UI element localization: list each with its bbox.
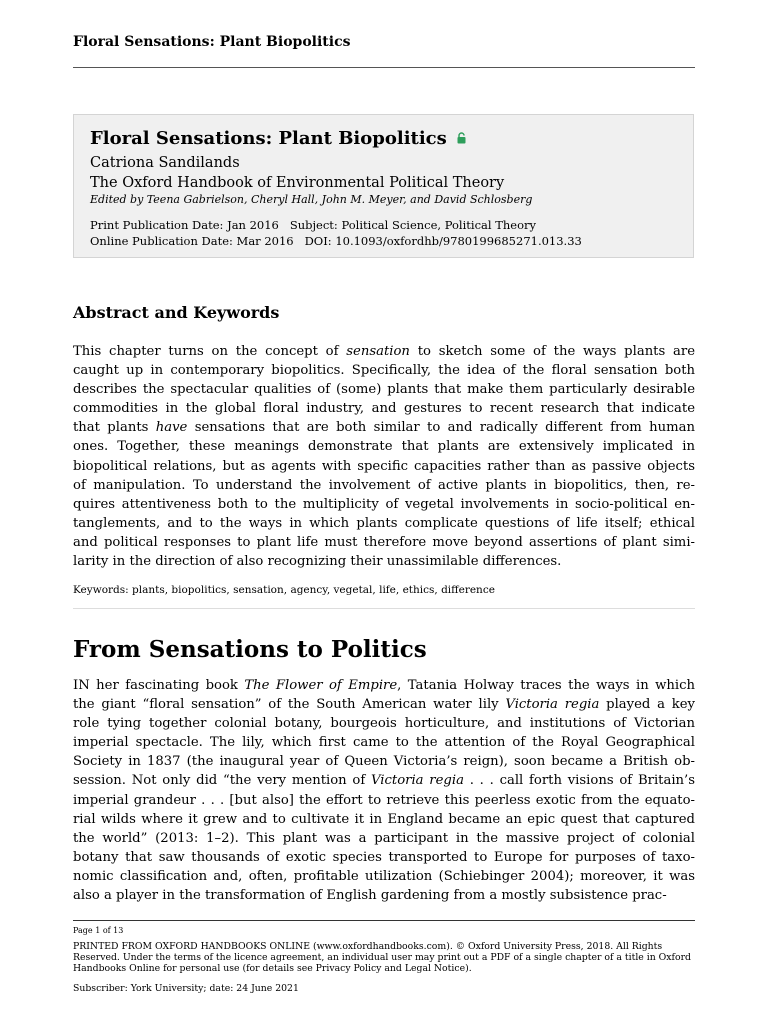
text-line: biopolitical relations, but as agents with specific capacities rather than as passive objects	[73, 458, 695, 474]
abstract-paragraph	[73, 342, 695, 571]
text-line: that plants have sensations that are both similar to and radically different from human	[73, 420, 695, 436]
text-line: role tying together colonial botany, bourgeois horticulture, and institutions of Victorian	[73, 716, 695, 732]
text-line: imperial spectacle. The lily, which first came to the attention of the Royal Geographical	[73, 735, 695, 751]
text-line: nomic classification and, often, profitable utilization (Schiebinger 2004); moreover, it was	[73, 868, 695, 884]
text-line: tanglements, and to the ways in which plants complicate questions of life itself; ethical	[73, 515, 695, 531]
open-access-lock-icon	[457, 127, 466, 151]
text-line: session. Not only did “the very mention of Victoria regia . . . call forth visions of Britain’s	[73, 773, 695, 789]
text-line: the giant “floral sensation” of the South American water lily Victoria regia played a key	[73, 697, 696, 713]
text-line: Society in 1837 (the inaugural year of Queen Victoria’s reign), soon became a British ob-	[73, 754, 695, 770]
text-line: of manipulation. To understand the involvement of active plants in biopolitics, then, re-	[73, 477, 695, 493]
print-date: Jan 2016	[227, 218, 279, 232]
doi-value: 10.1093/oxfordhb/9780199685271.013.33	[335, 234, 582, 248]
abstract-heading: Abstract and Keywords	[73, 303, 280, 322]
italic-phrase: Victoria regia	[371, 773, 464, 789]
chapter-title-row	[90, 127, 677, 151]
text-line: the world” (2013: 1–2). This plant was a participant in the massive project of colonial	[73, 830, 695, 846]
running-head: Floral Sensations: Plant Biopolitics	[73, 34, 351, 50]
subject-value: Political Science, Political Theory	[341, 218, 536, 232]
page-number: Page 1 of 13	[73, 926, 124, 935]
italic-phrase: The Flower of Empire	[244, 678, 398, 693]
header-divider	[73, 67, 695, 68]
text-line: ones. Together, these meanings demonstrate that plants are extensively implicated in	[73, 439, 695, 455]
book-title: The Oxford Handbook of Environmental Political Theory	[90, 175, 505, 191]
book-editors: Edited by Teena Gabrielson, Cheryl Hall, John M. Meyer, and David Schlosberg	[90, 193, 533, 206]
print-info-line	[90, 217, 677, 233]
text-line: This chapter turns on the concept of sensation to sketch some of the ways plants are	[73, 344, 695, 359]
italic-phrase: have	[155, 420, 188, 436]
chapter-author: Catriona Sandilands	[90, 155, 240, 171]
text-line: IN her fascinating book The Flower of Empire, Tatania Holway traces the ways in which	[73, 678, 695, 693]
subject-label: Subject:	[289, 218, 338, 232]
text-line: describes the spectacular qualities of (some) plants that make them particularly desirable	[73, 382, 695, 398]
text-line: commodities in the global floral industry, and gestures to recent research that indicate	[73, 401, 695, 417]
online-info-line	[90, 233, 677, 249]
text-line: and political responses to plant life must therefore move beyond assertions of plant simi-	[73, 534, 695, 550]
text-line: caught up in contemporary biopolitics. Specifically, the idea of the floral sensation both	[73, 363, 695, 379]
print-date-label: Print Publication Date:	[90, 218, 224, 232]
text-line: rial wilds where it grew and to cultivate it in England became an epic quest that captured	[73, 811, 695, 827]
footer-divider	[73, 920, 695, 921]
text-line: larity in the direction of also recognizing their unassimilable differences.	[73, 554, 562, 570]
online-date: Mar 2016	[236, 234, 294, 248]
text-line: quires attentiveness both to the multiplicity of vegetal involvements in socio-political en-	[73, 496, 695, 512]
chapter-title: Floral Sensations: Plant Biopolitics	[90, 128, 447, 149]
text-line: also a player in the transformation of English gardening from a mostly subsistence prac-	[73, 888, 667, 904]
italic-phrase: Victoria regia	[505, 697, 600, 713]
text-line: botany that saw thousands of exotic species transported to Europe for purposes of taxo-	[73, 849, 695, 865]
online-date-label: Online Publication Date:	[90, 234, 233, 248]
section-heading: From Sensations to Politics	[73, 636, 427, 663]
keywords-line: Keywords: plants, biopolitics, sensation, agency, vegetal, life, ethics, difference	[73, 584, 495, 596]
metadata-box	[73, 114, 694, 258]
copyright-notice: PRINTED FROM OXFORD HANDBOOKS ONLINE (www.oxfordhandbooks.com). © Oxford University Press, 2018. All Rights Reserved. Under the terms of the licence agreement, an individual user may print out a PDF of a single chapter of a title in Oxford Handbooks Online for personal use (for details see Privacy Policy and Legal Notice).	[73, 941, 691, 974]
text-line: imperial grandeur . . . [but also] the effort to retrieve this peerless exotic from the equato-	[73, 792, 695, 808]
italic-phrase: sensation	[346, 344, 410, 359]
section-divider	[73, 608, 695, 609]
subscriber-info: Subscriber: York University; date: 24 June 2021	[73, 983, 299, 994]
body-paragraph	[73, 676, 695, 905]
doi-label: DOI:	[304, 234, 332, 248]
